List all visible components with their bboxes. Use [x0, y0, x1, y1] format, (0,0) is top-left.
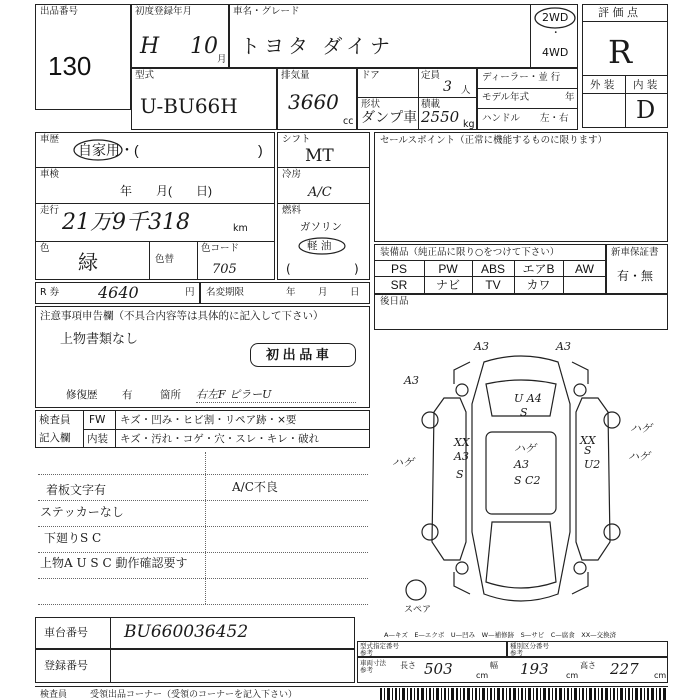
model-year-label: モデル年式 [482, 92, 530, 103]
width-unit: cm [566, 671, 579, 680]
notes-label: 注意事項申告欄（不具合内容等は具体的に記入して下さい） [40, 310, 324, 322]
comment-2: A/C不良 [232, 480, 278, 494]
lot-label: 出品番号 [40, 6, 79, 17]
sales-point-box [374, 132, 668, 242]
dealer-label: ディーラー・並 行 [482, 72, 561, 83]
equip-aw: AW [575, 262, 594, 276]
name-deadline-label: 名変期限 [206, 287, 245, 298]
model-name: トヨタ ダイナ [240, 34, 394, 58]
type-ref-label: 型式指定番号 参考 [360, 642, 399, 657]
footer-label-1: 検査員 [40, 690, 68, 700]
equip-airbag: エアB [522, 262, 555, 276]
km-unit: km [233, 223, 248, 234]
chassis-value: BU660036452 [124, 622, 249, 642]
comment-1: 着板文字有 [46, 483, 107, 497]
reg-label: 登録番号 [44, 659, 88, 672]
fill-label: 記入欄 [39, 432, 71, 444]
mark-4: S [520, 406, 528, 419]
color-value: 緑 [78, 250, 98, 274]
inspection-text: 年 月( 日) [120, 184, 212, 198]
equip-leather: カワ [526, 278, 551, 292]
sales-point-label: セールスポイント（正常に機能するものに限ります） [380, 135, 608, 146]
interior-value: D [636, 96, 656, 124]
spare-label: スペア [404, 605, 432, 615]
color-label: 色 [40, 243, 50, 254]
height-value: 227 [610, 660, 639, 678]
first-reg-label: 初度登録年月 [135, 6, 193, 17]
equip-pw: PW [438, 262, 458, 276]
capacity: 3 [443, 79, 452, 95]
first-reg-year: 10 [190, 34, 218, 59]
inspection-label: 車検 [40, 169, 60, 180]
lot-number: 130 [48, 51, 92, 81]
notes-handwritten: 上物書類なし [60, 332, 139, 347]
history-close: ) [258, 142, 263, 158]
warranty-label: 新車保証書 [611, 247, 659, 258]
fuel-gasoline: ガソリン [300, 221, 342, 233]
displacement: 3660 [288, 90, 339, 114]
equip-abs: ABS [480, 262, 505, 276]
equip-sr: SR [390, 278, 408, 292]
ticket-value: 4640 [98, 283, 139, 302]
fw-label: FW [89, 414, 106, 426]
interior-items: キズ・汚れ・コゲ・穴・スレ・キレ・破れ [120, 433, 320, 445]
footer-label-2: 受領出品コーナー（受領のコーナーを記入下さい） [90, 690, 298, 700]
drive-2wd: 2WD [542, 11, 569, 24]
after-install-label: 後日品 [380, 296, 409, 307]
height-label: 高さ [580, 661, 596, 670]
location-label: 箇所 [160, 389, 181, 401]
fuel-close: ) [354, 262, 359, 276]
date-unit-m: 月 [318, 287, 328, 298]
grade-value: R [608, 33, 633, 71]
legend-line: A—キズ E—エクボ U—凹み W—補修跡 S—サビ C—腐食 XX—交換済 [384, 631, 617, 639]
size-label: 車両寸法 参考 [360, 659, 386, 674]
handle-lr: 左・右 [540, 113, 569, 124]
ac-value: A/C [308, 185, 332, 200]
inspector-label: 検査員 [39, 414, 71, 426]
width-label: 幅 [490, 661, 498, 670]
displacement-label: 排気量 [281, 70, 310, 81]
load: 2550 [421, 108, 460, 126]
after-install-box [374, 294, 668, 330]
first-reg-era: H [140, 34, 160, 59]
chassis-label: 車台番号 [44, 626, 88, 639]
load-unit: kg [463, 119, 475, 130]
handle-label: ハンドル [482, 113, 521, 124]
equipment-label: 装備品（純正品に限り○をつけて下さい） [380, 247, 560, 258]
model-type-label: 型式 [135, 70, 155, 81]
length-unit: cm [476, 671, 489, 680]
shift-label: シフト [282, 134, 311, 145]
model-name-label: 車名・グレード [233, 6, 300, 17]
mark-2: A3 [404, 374, 419, 387]
history-label: 車歴 [40, 134, 60, 145]
mark-6: S [456, 468, 464, 481]
color-code-label: 色コード [201, 243, 240, 254]
mark-1: A3 [556, 340, 571, 353]
mark-0: A3 [474, 340, 489, 353]
mileage-label: 走行 [40, 205, 60, 216]
shape-label: 形状 [361, 99, 381, 110]
fuel-diesel: 軽 油 [307, 240, 332, 252]
mark-3: U A4 [514, 392, 542, 405]
mark-10: S [584, 444, 592, 457]
class-ref-label: 種別区分番号 参考 [510, 642, 549, 657]
date-unit-y: 年 [286, 287, 296, 298]
shift-value: MT [305, 146, 334, 166]
color-code: 705 [212, 262, 237, 277]
mark-7: XX [454, 436, 470, 449]
ticket-label: R 券 [40, 287, 60, 298]
drive-4wd: 4WD [542, 46, 569, 59]
barcode [380, 688, 668, 700]
model-type: U-BU66H [140, 94, 238, 118]
length-label: 長さ [400, 661, 416, 670]
mark-11: XX [580, 434, 596, 447]
warranty-value: 有・無 [617, 269, 654, 283]
equip-navi: ナビ [435, 278, 460, 292]
ac-label: 冷房 [282, 169, 302, 180]
shape: ダンプ車 [361, 110, 418, 126]
comment-3: ステッカーなし [40, 505, 124, 519]
interior-check-label: 内装 [87, 433, 108, 445]
mark-14: ハゲ [628, 450, 650, 463]
mark-12: S C2 [514, 474, 541, 487]
comment-5: 上物A U S C 動作確認要す [40, 556, 188, 570]
month-unit: 月 [217, 54, 227, 65]
equip-ps: PS [390, 262, 407, 276]
capacity-label: 定員 [421, 70, 441, 81]
date-unit-d: 日 [350, 287, 360, 298]
fw-items: キズ・凹み・ヒビ割・リペア跡・×要 [120, 414, 297, 426]
equip-tv: TV [485, 278, 501, 292]
grade-label: 評 価 点 [598, 6, 638, 19]
width-value: 193 [520, 660, 549, 678]
exterior-label: 外 装 [590, 79, 615, 91]
length-value: 503 [424, 660, 453, 678]
fuel-label: 燃料 [282, 205, 302, 216]
load-label: 積載 [421, 99, 441, 110]
mark-15: ハゲ [514, 442, 536, 455]
mark-9: A3 [514, 458, 529, 471]
mileage: 21万9千318 [62, 210, 190, 235]
location-value: 右左F ピラーU [196, 388, 272, 401]
yen-unit: 円 [185, 287, 195, 298]
repair-label: 修復歴 [66, 389, 98, 401]
mark-16: ハゲ [630, 422, 652, 435]
mark-13: ハゲ [392, 456, 414, 469]
mark-5: A3 [454, 450, 469, 463]
cc-unit: cc [343, 116, 354, 127]
repair-mark: 有 [122, 389, 133, 401]
capacity-unit: 人 [461, 85, 471, 96]
mark-8: U2 [584, 458, 601, 471]
history-value: 自家用・( [78, 142, 139, 158]
height-unit: cm [654, 671, 667, 680]
first-listing-text: 初 出 品 車 [266, 347, 329, 362]
car-diagram [374, 332, 668, 622]
interior-label: 内 装 [633, 79, 658, 91]
year-unit: 年 [565, 92, 575, 103]
comment-4: 下廻りS C [44, 531, 102, 545]
fuel-open: ( [286, 262, 291, 276]
door-label: ドア [361, 70, 380, 81]
color-change-label: 色替 [155, 254, 175, 265]
drive-sep: ・ [551, 28, 561, 39]
